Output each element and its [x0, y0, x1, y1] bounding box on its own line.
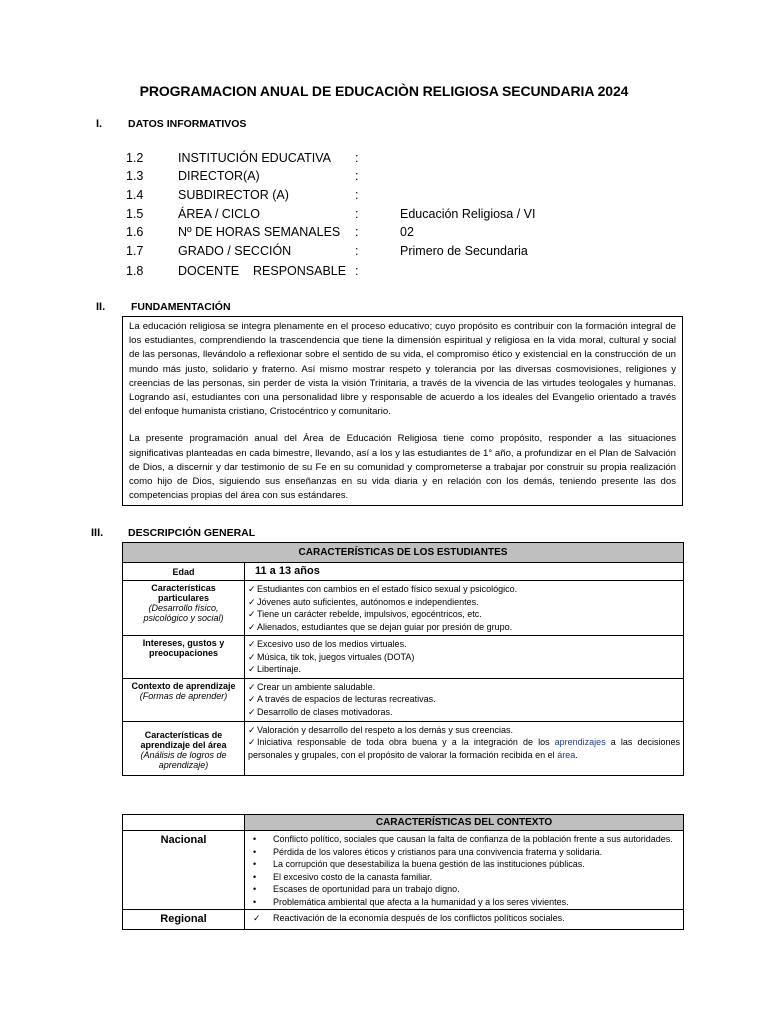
context-item-text: Problemática ambiental que afecta a la humanidad y a los seres vivientes. [273, 896, 569, 907]
students-table-row [123, 721, 684, 775]
check-icon: ✓ [248, 621, 256, 632]
students-table-header: CARACTERÍSTICAS DE LOS ESTUDIANTES [123, 543, 684, 563]
check-icon: ✓ [253, 913, 261, 923]
row-title: Contexto de aprendizaje [131, 680, 236, 691]
context-item [245, 871, 677, 884]
row-title: Características particulares [151, 583, 216, 603]
datos-colon: : [355, 225, 359, 239]
datos-colon: : [355, 207, 359, 221]
datos-label: DIRECTOR(A) [178, 169, 260, 183]
datos-label: SUBDIRECTOR (A) [178, 188, 289, 202]
context-item-text: Reactivación de la economía después de los conflictos políticos sociales. [273, 913, 565, 923]
datos-label: ÁREA / CICLO [178, 207, 260, 221]
edad-value: 11 a 13 años [245, 563, 684, 581]
edad-label: Edad [172, 566, 195, 577]
students-table-row [123, 678, 684, 721]
datos-value: 02 [400, 225, 414, 239]
datos-label: GRADO / SECCIÓN [178, 244, 292, 258]
nacional-items [245, 831, 684, 910]
check-item [248, 663, 680, 676]
check-item [248, 681, 680, 694]
fundamentacion-box [122, 316, 683, 506]
check-item [248, 608, 680, 621]
check-icon: ✓ [248, 694, 256, 704]
check-icon: ✓ [248, 584, 256, 594]
check-item-text: Estudiantes con cambios en el estado físico sexual y psicológico. [257, 584, 518, 594]
check-icon: ✓ [248, 639, 256, 649]
check-item-text-part: Iniciativa responsable de toda obra buena y a la integración de los [257, 737, 555, 747]
check-icon: ✓ [248, 737, 256, 747]
check-item-text-part: a las decisiones personales y grupales, con el propósito de valorar la formación recibida en el [248, 737, 680, 760]
bullet-icon: • [253, 884, 257, 894]
bullet-icon: • [253, 834, 257, 844]
check-item [248, 583, 680, 596]
context-item-text: Conflicto político, sociales que causan la falta de confianza de la población frente a sus autoridades. [273, 834, 673, 844]
datos-label: DOCENTE RESPONSABLE [178, 264, 347, 278]
datos-label: Nº DE HORAS SEMANALES [178, 225, 341, 239]
check-item [248, 736, 680, 761]
check-item-text-part: área [557, 749, 576, 760]
context-item-text: La corrupción que desestabiliza la buena gestión de las instituciones públicas. [273, 859, 585, 869]
check-item-text: A través de espacios de lecturas recreativas. [257, 694, 436, 704]
datos-number: 1.4 [126, 188, 144, 202]
context-item-text: Pérdida de los valores éticos y cristianos para una convivencia fraterna y solidaria. [273, 846, 603, 857]
section-3-title: DESCRIPCIÓN GENERAL [128, 527, 256, 539]
check-icon: ✓ [248, 609, 256, 619]
students-table-body [123, 581, 684, 776]
datos-number: 1.6 [126, 225, 144, 239]
check-item [248, 596, 680, 609]
datos-number: 1.3 [126, 169, 144, 183]
check-item-text-part: aprendizajes [554, 737, 606, 747]
check-item-text: Desarrollo de clases motivadoras. [257, 706, 393, 717]
check-item-text: Crear un ambiente saludable. [257, 681, 376, 692]
context-item [245, 896, 677, 909]
row-title: Intereses, gustos y preocupaciones [142, 638, 225, 658]
bullet-icon: • [253, 846, 257, 857]
datos-number: 1.2 [126, 151, 144, 165]
row-subtitle: (Desarrollo físico, psicológico y social) [143, 603, 224, 623]
check-item [248, 621, 680, 634]
section-1-title: DATOS INFORMATIVOS [128, 118, 247, 130]
bullet-icon: • [253, 871, 257, 882]
check-icon: ✓ [248, 681, 256, 692]
datos-value: Primero de Secundaria [400, 244, 528, 258]
context-item [245, 883, 677, 896]
check-item-text: Jóvenes auto suficientes, autónomos e independientes. [257, 596, 479, 607]
section-3-number: III. [91, 527, 104, 539]
check-icon: ✓ [248, 596, 256, 607]
row-title: Características de aprendizaje del área [140, 729, 227, 750]
check-icon: ✓ [248, 706, 256, 717]
check-item-text-part: . [575, 749, 578, 760]
check-item-text: Tiene un carácter rebelde, impulsivos, egocéntricos, etc. [257, 609, 482, 619]
check-item-text: Música, tik tok, juegos virtuales (DOTA) [257, 651, 415, 662]
check-item [248, 706, 680, 719]
fundamentacion-paragraph-2: La presente programación anual del Área de Educación Religiosa tiene como propósito, responder a las situaciones significativas planteadas en cada bimestre, llevando, así a los y las estudiantes de 1° año, a profundizar en el Plan de Salvación de Dios, a discernir y dar testimonio de su Fe en su comunidad y comprometerse a trabajar por construir su propia realización como hijo de Dios, siguiendo sus enseñanzas en su vida diaria y en relación con los demás, teniendo presente las dos competencias propias del área con sus estándares. [129, 433, 676, 502]
students-table-row [123, 581, 684, 636]
check-item [248, 724, 680, 737]
datos-number: 1.5 [126, 207, 144, 221]
section-2-number: II. [96, 301, 106, 313]
check-item-text: Alienados, estudiantes que se dejan guiar por presión de grupo. [257, 621, 513, 632]
bullet-icon: • [253, 859, 257, 869]
check-icon: ✓ [248, 651, 256, 662]
check-item-text: Excesivo uso de los medios virtuales. [257, 639, 407, 649]
section-2-title: FUNDAMENTACIÓN [131, 301, 231, 313]
datos-value: Educación Religiosa / VI [400, 207, 536, 221]
context-item [245, 833, 677, 846]
context-item-text: El excesivo costo de la canasta familiar. [273, 871, 433, 882]
datos-number: 1.7 [126, 244, 144, 258]
check-item [248, 638, 680, 651]
check-item [248, 651, 680, 664]
check-item-text: Libertinaje. [257, 664, 302, 674]
regional-label: Regional [160, 913, 207, 925]
datos-colon: : [355, 151, 359, 165]
context-item-text: Escases de oportunidad para un trabajo digno. [273, 884, 460, 894]
context-item [245, 912, 677, 925]
context-table-header: CARACTERÍSTICAS DEL CONTEXTO [245, 815, 684, 831]
context-item [245, 846, 677, 859]
section-1-number: I. [96, 118, 103, 130]
students-characteristics-table [122, 542, 684, 776]
row-subtitle: (Análisis de logros de aprendizaje) [140, 749, 227, 770]
context-item [245, 858, 677, 871]
document-title: PROGRAMACION ANUAL DE EDUCACIÒN RELIGIOSA SECUNDARIA 2024 [139, 83, 629, 99]
row-subtitle: (Formas de aprender) [139, 690, 228, 701]
datos-label: INSTITUCIÓN EDUCATIVA [178, 151, 332, 165]
datos-colon: : [355, 264, 359, 278]
datos-colon: : [355, 244, 359, 258]
datos-number: 1.8 [126, 264, 144, 278]
check-item-text: Valoración y desarrollo del respeto a los demás y sus creencias. [257, 724, 513, 735]
students-table-row [123, 636, 684, 679]
bullet-icon: • [253, 896, 257, 907]
check-icon: ✓ [248, 664, 256, 674]
datos-colon: : [355, 188, 359, 202]
check-item [248, 693, 680, 706]
fundamentacion-paragraph-1: La educación religiosa se integra plenamente en el proceso educativo; cuyo propósito es contribuir con la formación integral de los estudiantes, comprendiendo la trascendencia que tiene la dimensión espiritual y religiosa en la vida moral, cultural y social de las personas, llevándolo a reflexionar sobre el sentido de su vida, el compromiso ético y existencial en la construcción de un mundo más justo, solidario y fraterno. Así mismo mostrar respeto y tolerancia por las diversas cosmovisiones, religiones y creencias de las personas, sin perder de vista la visión Trinitaria, a través de la vivencia de las virtudes teologales y humanas. Logrando así, estudiantes con una personalidad libre y responsable de acuerdo a los ideales del Evangelio orientado a través del enfoque humanista cristiano, Cristocéntrico y comunitario. [129, 321, 676, 418]
datos-colon: : [355, 169, 359, 183]
nacional-label: Nacional [160, 834, 207, 846]
regional-items [245, 910, 684, 930]
context-characteristics-table [122, 814, 684, 930]
check-icon: ✓ [248, 724, 256, 735]
